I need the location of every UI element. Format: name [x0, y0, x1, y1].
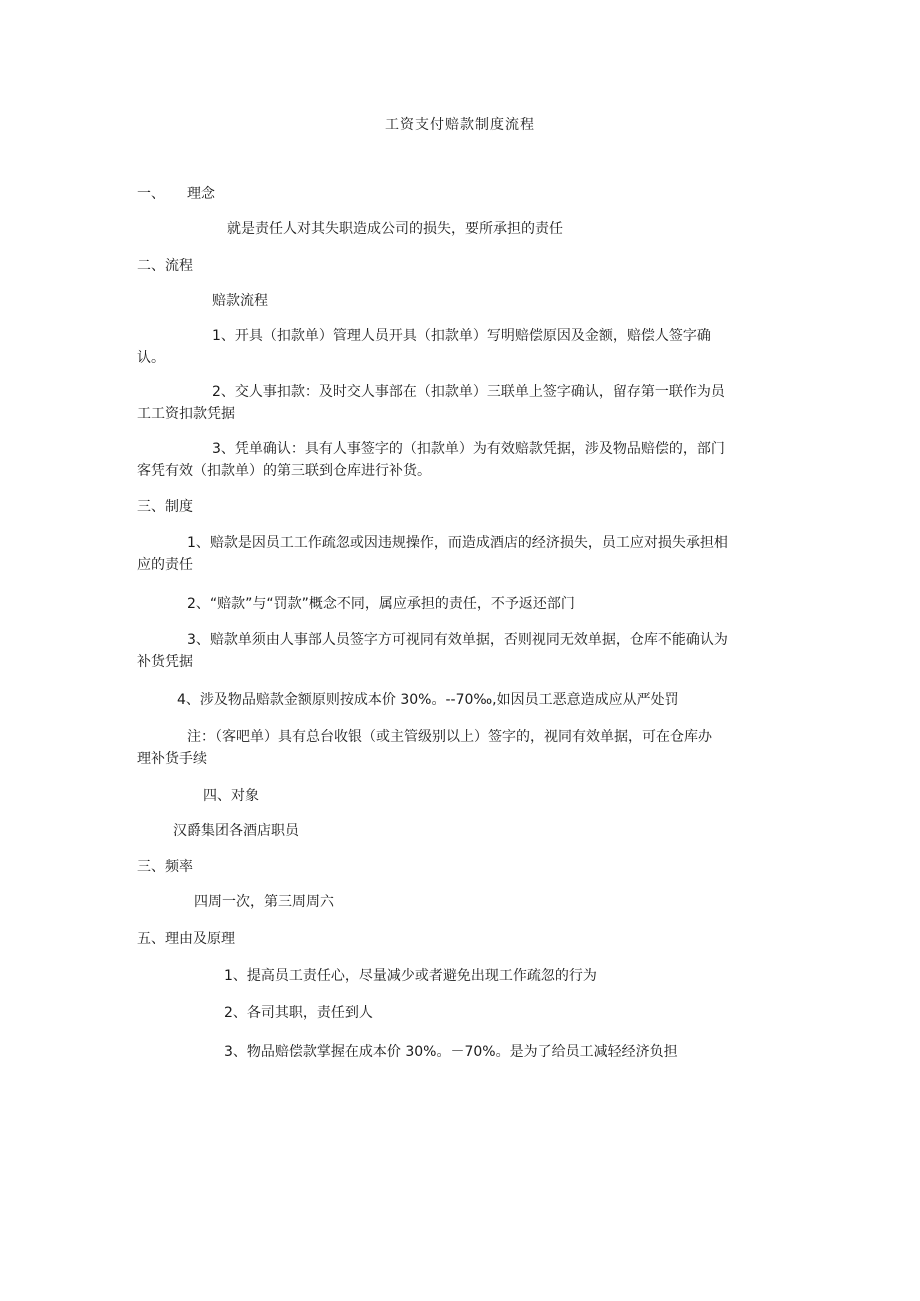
section-1-number: 一、 — [137, 186, 165, 202]
section-reasons-item-1: 1、提高员工责任心，尽量减少或者避免出现工作疏忽的行为 — [224, 968, 597, 984]
section-2-item-2-line-2: 工工资扣款凭据 — [137, 406, 235, 422]
section-2-item-1-line-1: 1、开具（扣款单）管理人员开具（扣款单）写明赔偿原因及金额，赔偿人签字确 — [212, 328, 711, 344]
section-3-note-line-2: 理补货手续 — [137, 751, 207, 767]
section-2-item-1-line-2: 认。 — [137, 350, 165, 366]
section-2-item-2-line-1: 2、交人事扣款：及时交人事部在（扣款单）三联单上签字确认，留存第一联作为员 — [212, 384, 725, 400]
section-3-heading: 三、制度 — [137, 499, 193, 515]
section-reasons-heading: 五、理由及原理 — [137, 931, 235, 947]
section-2-item-3-line-2: 客凭有效（扣款单）的第三联到仓库进行补货。 — [137, 463, 431, 479]
section-3-item-2: 2、“赔款”与“罚款”概念不同，属应承担的责任，不予返还部门 — [187, 596, 575, 612]
section-frequency-heading: 三、频率 — [137, 859, 193, 875]
section-3-item-1-line-2: 应的责任 — [137, 557, 193, 573]
section-3-note-line-1: 注：（客吧单）具有总台收银（或主管级别以上）签字的，视同有效单据，可在仓库办 — [187, 729, 712, 745]
section-3-item-3-line-1: 3、赔款单须由人事部人员签字方可视同有效单据，否则视同无效单据，仓库不能确认为 — [187, 632, 728, 648]
section-reasons-item-2: 2、各司其职，责任到人 — [224, 1005, 373, 1021]
section-1-text: 就是责任人对其失职造成公司的损失，要所承担的责任 — [227, 221, 563, 237]
section-4-text: 汉爵集团各酒店职员 — [173, 823, 299, 839]
section-2-item-3-line-1: 3、凭单确认：具有人事签字的（扣款单）为有效赔款凭据，涉及物品赔偿的，部门 — [212, 441, 725, 457]
section-2-heading: 二、流程 — [137, 258, 193, 274]
section-3-item-3-line-2: 补货凭据 — [137, 654, 193, 670]
section-3-item-1-line-1: 1、赔款是因员工工作疏忽或因违规操作，而造成酒店的经济损失，员工应对损失承担相 — [187, 535, 728, 551]
section-1-heading: 理念 — [187, 186, 215, 202]
document-title: 工资支付赔款制度流程 — [385, 117, 535, 133]
section-reasons-item-3: 3、物品赔偿款掌握在成本价 30%。－70%。是为了给员工减轻经济负担 — [224, 1044, 678, 1060]
section-2-subheading: 赔款流程 — [212, 293, 268, 309]
section-frequency-text: 四周一次，第三周周六 — [194, 894, 334, 910]
section-3-item-4: 4、涉及物品赔款金额原则按成本价 30%。--70‰,如因员工恶意造成应从严处罚 — [177, 692, 679, 708]
section-4-heading: 四、对象 — [203, 788, 259, 804]
